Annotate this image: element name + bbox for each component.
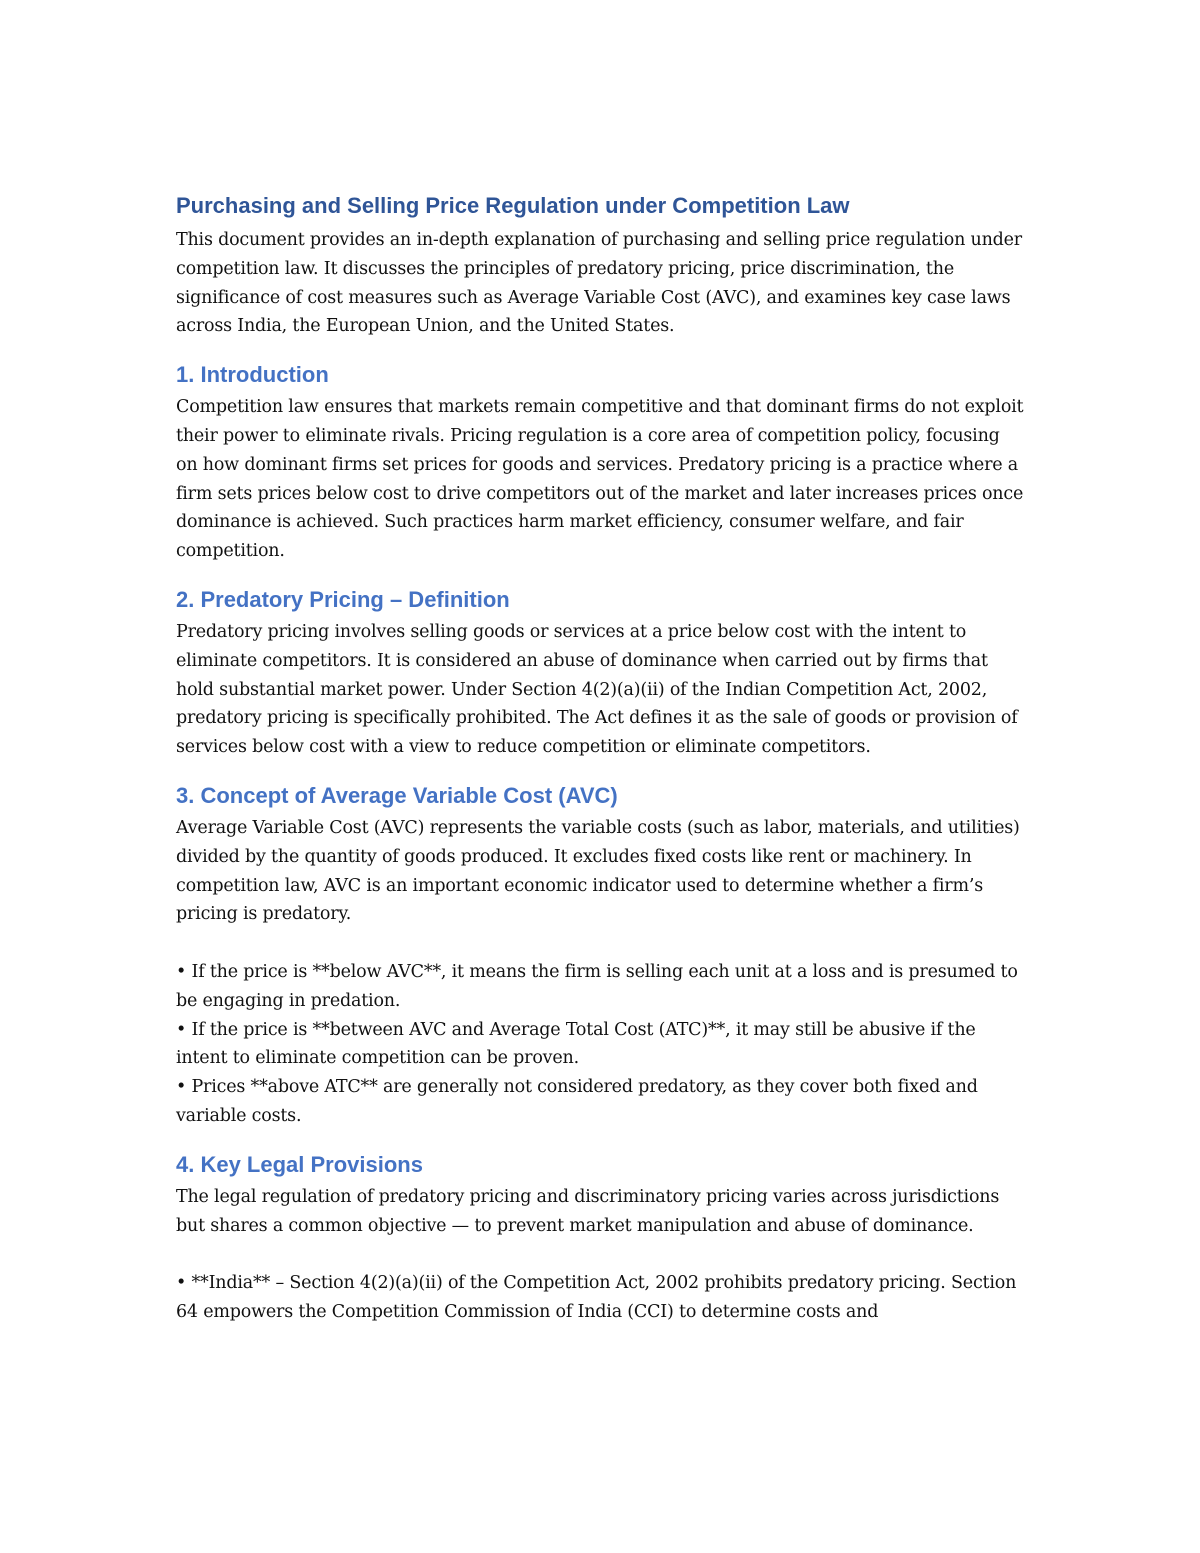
section-paragraph: Competition law ensures that markets remain competitive and that dominant firms do not exploit their power to eliminate rivals. Pricing regulation is a core area of competition policy, focusing on how dominant firms set prices for goods and services. Predatory pricing is a practice where a firm sets prices below cost to drive competitors out of the market and later increases prices once dominance is achieved. Such practices harm market efficiency, consumer welfare, and fair competition. <box>176 397 1024 562</box>
blank-line <box>176 1240 1026 1269</box>
bullet-item: • **India** – Section 4(2)(a)(ii) of the Competition Act, 2002 prohibits predatory pricing. Section 64 empowers the Competition Commission of India (CCI) to determine costs and <box>176 1273 1017 1322</box>
blank-line <box>176 929 1026 958</box>
document-page <box>176 190 1026 1327</box>
bullet-item: • Prices **above ATC** are generally not considered predatory, as they cover both fixed and variable costs. <box>176 1077 978 1126</box>
section-heading-predatory-pricing: 2. Predatory Pricing – Definition <box>176 586 510 612</box>
section-introduction <box>176 359 1026 566</box>
section-paragraph: The legal regulation of predatory pricing and discriminatory pricing varies across jurisdictions but shares a common objective — to prevent market manipulation and abuse of dominance. <box>176 1186 1000 1236</box>
section-heading-avc: 3. Concept of Average Variable Cost (AVC) <box>176 782 618 808</box>
section-paragraph: Predatory pricing involves selling goods or services at a price below cost with the intent to eliminate competitors. It is considered an abuse of dominance when carried out by firms that hold substantial market power. Under Section 4(2)(a)(ii) of the Indian Competition Act, 2002, predatory pricing is specifically prohibited. The Act defines it as the sale of goods or provision of services below cost with a view to reduce competition or eliminate competitors. <box>176 621 1018 758</box>
section-key-legal-provisions <box>176 1149 1026 1327</box>
section-heading-introduction: 1. Introduction <box>176 362 329 388</box>
section-paragraph: Average Variable Cost (AVC) represents the variable costs (such as labor, materials, and utilities) divided by the quantity of goods produced. It excludes fixed costs like rent or machinery. In competition law, AVC is an important economic indicator used to determine whether a firm’s pricing is predatory. <box>176 817 1020 925</box>
document-title: Purchasing and Selling Price Regulation under Competition Law <box>176 193 850 218</box>
intro-paragraph: This document provides an in-depth explanation of purchasing and selling price regulation under competition law. It discusses the principles of predatory pricing, price discrimination, the significance of cost measures such as Average Variable Cost (AVC), and examines key case laws across India, the European Union, and the United States. <box>176 230 1022 337</box>
bullet-item: • If the price is **below AVC**, it means the firm is selling each unit at a loss and is presumed to be engaging in predation. <box>176 961 1018 1011</box>
bullet-item: • If the price is **between AVC and Average Total Cost (ATC)**, it may still be abusive if the intent to eliminate competition can be proven. <box>176 1019 976 1069</box>
section-avc-concept <box>176 780 1026 1131</box>
section-heading-legal-provisions: 4. Key Legal Provisions <box>176 1151 423 1177</box>
section-predatory-pricing-definition <box>176 584 1026 762</box>
